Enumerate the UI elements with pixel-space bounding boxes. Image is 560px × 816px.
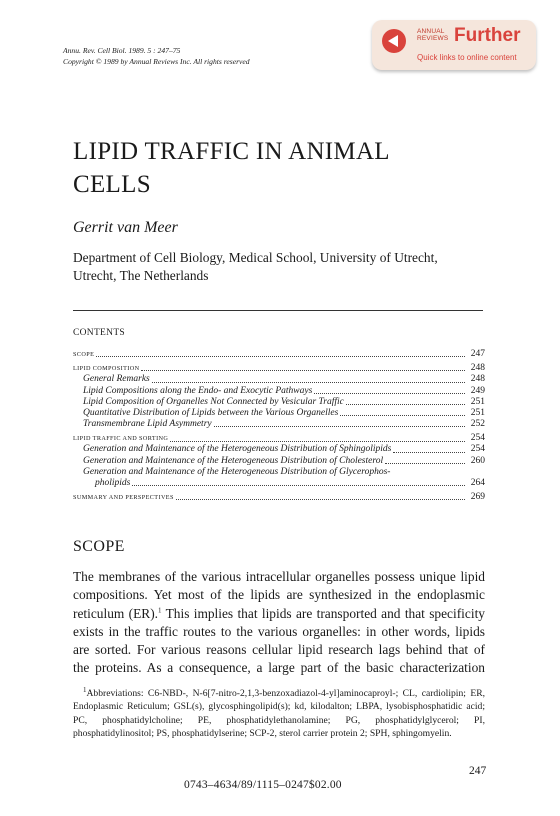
toc-entry-glycerophospholipids-cont[interactable]	[73, 478, 485, 489]
footnote-text: Abbreviations: C6-NBD-, N-6[7-nitro-2,1,3-benzoxadiazol-4-yl]aminocaproyl-; CL, cardiolipin; ER, Endoplasmic Reticulum; GSL(s), glycosphingolipid(s); kd, kilodalton; LBPA, lysobisphosphatidic acid; PC, phosphatidylcholine; PE, phosphatidylethanolamine; PG, phosphatidylglycerol; PI, phosphatidylinositol; PS, phosphatidylserine; SCP-2, sterol carrier protein 2; SPH, sphingomyelin.	[73, 688, 485, 740]
body-line: are sorted. For various reasons cellular lipid research lags behind that of	[73, 642, 485, 658]
footnote	[73, 687, 485, 741]
toc-leader	[176, 498, 465, 500]
title-line-1: LIPID TRAFFIC IN ANIMAL	[73, 138, 390, 165]
toc-entry-lipid-traffic-sorting[interactable]	[73, 433, 485, 444]
toc-entry-glycerophospholipids[interactable]	[73, 467, 485, 478]
title-line-2: CELLS	[73, 171, 151, 198]
article-title	[73, 135, 390, 201]
body-line-segment: reticulum (ER).	[73, 605, 159, 621]
toc-page-number: 248	[470, 374, 485, 385]
toc-page-number: 251	[470, 396, 485, 407]
toc-entry-label: Lipid Compositions along the Endo- and Exocytic Pathways	[83, 385, 313, 396]
toc-entry-label: Generation and Maintenance of the Heterogeneous Distribution of Cholesterol	[83, 455, 384, 466]
footnote-reference[interactable]: 1	[158, 606, 162, 615]
toc-leader	[385, 462, 465, 464]
page-number: 247	[469, 765, 487, 777]
toc-entry-label: Transmembrane Lipid Asymmetry	[83, 419, 212, 430]
journal-citation	[63, 45, 250, 67]
body-line	[73, 605, 485, 623]
affiliation-line-2: Utrecht, The Netherlands	[73, 268, 209, 283]
toc-leader	[314, 392, 465, 394]
back-arrow-icon	[382, 29, 406, 53]
toc-leader	[132, 484, 465, 486]
toc-page-number: 260	[470, 455, 485, 466]
toc-entry-quantitative-distribution[interactable]	[73, 408, 485, 419]
toc-entry-label: Quantitative Distribution of Lipids between the Various Organelles	[83, 407, 339, 418]
toc-entry-label: pholipids	[95, 478, 131, 489]
further-banner[interactable]	[372, 20, 536, 70]
toc-entry-transmembrane-asymmetry[interactable]	[73, 419, 485, 430]
banner-brand-small	[417, 28, 448, 42]
toc-leader	[340, 414, 465, 416]
toc-entry-label: SCOPE	[73, 350, 95, 358]
header-divider	[73, 310, 483, 311]
toc-entry-lipid-composition[interactable]	[73, 363, 485, 374]
toc-entry-label: Lipid Composition of Organelles Not Connected by Vesicular Traffic	[83, 396, 344, 407]
banner-subtitle: Quick links to online content	[417, 53, 517, 62]
body-line-segment: This implies that lipids are transported and that specificity	[165, 605, 485, 621]
body-line: the proteins. As a consequence, a large part of the basic characterization	[73, 660, 485, 676]
toc-entry-general-remarks[interactable]	[73, 374, 485, 385]
toc-leader	[96, 355, 465, 357]
toc-entry-label: LIPID COMPOSITION	[73, 365, 140, 373]
toc-entry-endo-exocytic[interactable]	[73, 386, 485, 397]
section-heading-scope: SCOPE	[73, 538, 125, 555]
toc-leader	[214, 425, 465, 427]
toc-entry-label: Generation and Maintenance of the Heterogeneous Distribution of Sphingolipids	[83, 444, 392, 455]
toc-page-number: 269	[470, 492, 485, 503]
toc-entry-label: General Remarks	[83, 374, 150, 385]
banner-brand-line-2: REVIEWS	[417, 35, 449, 42]
toc-page-number: 254	[470, 433, 485, 444]
toc-leader	[141, 369, 465, 371]
contents-heading: CONTENTS	[73, 328, 126, 338]
table-of-contents	[73, 349, 485, 503]
body-line: exists in the traffic routes to the various organelles: in other words, lipids	[73, 623, 485, 639]
banner-further-label: Further	[454, 25, 521, 46]
copyright-fee-line: 0743–4634/89/1115–0247$02.00	[184, 779, 342, 791]
toc-entry-organelles-not-connected[interactable]	[73, 397, 485, 408]
body-line: The membranes of the various intracellular organelles possess unique lipid	[73, 569, 485, 584]
toc-entry-summary[interactable]	[73, 492, 485, 503]
toc-entry-cholesterol[interactable]	[73, 456, 485, 467]
toc-page-number: 254	[470, 444, 485, 455]
toc-page-number: 251	[470, 407, 485, 418]
author-name: Gerrit van Meer	[73, 219, 178, 236]
toc-entry-label: LIPID TRAFFIC AND SORTING	[73, 435, 169, 443]
toc-page-number: 264	[470, 478, 485, 489]
toc-leader	[393, 451, 465, 453]
toc-entry-sphingolipids[interactable]	[73, 445, 485, 456]
toc-leader	[346, 403, 465, 405]
toc-leader	[152, 381, 465, 383]
toc-leader	[170, 440, 465, 442]
toc-page-number: 252	[470, 419, 485, 430]
toc-entry-label: Generation and Maintenance of the Heterogeneous Distribution of Glycerophos-	[83, 466, 391, 477]
toc-entry-label: SUMMARY AND PERSPECTIVES	[73, 494, 174, 502]
banner-brand-line-1: ANNUAL	[417, 28, 445, 35]
citation-line-2: Copyright © 1989 by Annual Reviews Inc. All rights reserved	[63, 57, 250, 66]
citation-line-1: Annu. Rev. Cell Biol. 1989. 5 : 247–75	[63, 46, 181, 55]
author-affiliation	[73, 249, 438, 285]
toc-page-number: 249	[470, 385, 485, 396]
affiliation-line-1: Department of Cell Biology, Medical School, University of Utrecht,	[73, 250, 438, 265]
scope-paragraph	[73, 568, 485, 678]
toc-entry-scope[interactable]	[73, 349, 485, 360]
footnote-marker: 1	[83, 685, 87, 694]
toc-page-number: 247	[470, 348, 485, 359]
toc-page-number: 248	[470, 363, 485, 374]
body-line: compositions. Yet most of the lipids are synthesized in the endoplasmic	[73, 587, 485, 603]
